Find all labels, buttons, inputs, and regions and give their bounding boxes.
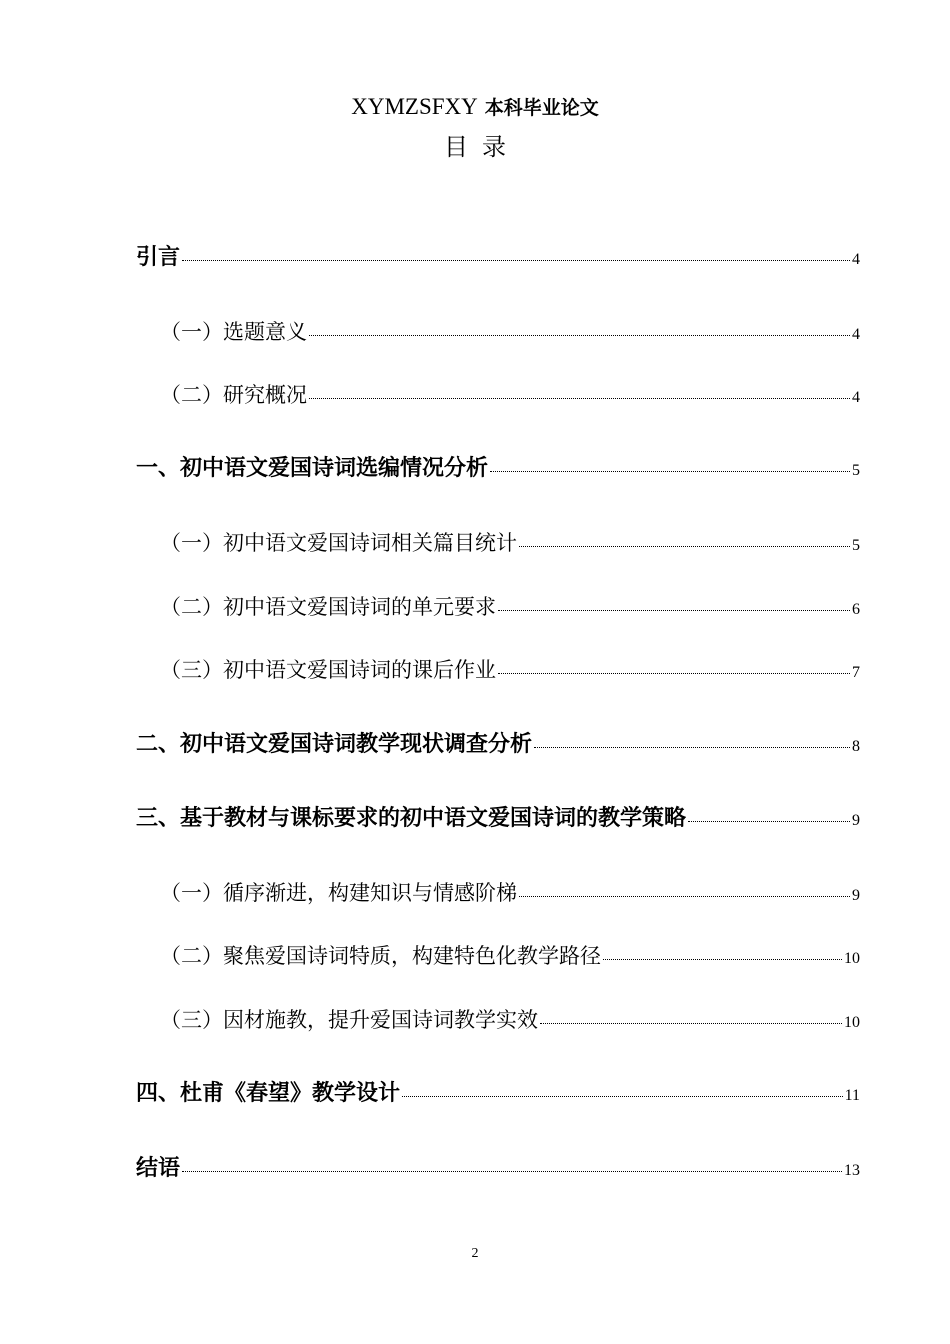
toc-entry[interactable]: [160, 876, 860, 910]
toc-entry-label: 二、初中语文爱国诗词教学现状调查分析: [136, 732, 533, 757]
toc-entry-label: （三）因材施教，提升爱国诗词教学实效: [160, 1008, 538, 1032]
dot-leader: [182, 1171, 842, 1172]
toc-entry-label: 三、基于教材与课标要求的初中语文爱国诗词的教学策略: [136, 806, 687, 831]
toc-entry-page: 10: [844, 950, 860, 967]
toc-entry-label: （二）聚焦爱国诗词特质，构建特色化教学路径: [160, 944, 601, 968]
dot-leader: [519, 896, 850, 897]
toc-entry-page: 9: [852, 887, 860, 904]
page-number: 2: [471, 1246, 479, 1261]
toc-entry-page: 4: [852, 389, 860, 406]
document-header: [0, 92, 950, 123]
toc-entry[interactable]: [160, 378, 860, 412]
dot-leader: [498, 673, 850, 674]
toc-entry-label: （一）初中语文爱国诗词相关篇目统计: [160, 531, 517, 555]
toc-entry-page: 5: [852, 462, 860, 479]
toc-entry-page: 8: [852, 738, 860, 755]
toc-entry-page: 4: [852, 251, 860, 268]
dot-leader: [309, 398, 850, 399]
dot-leader: [519, 546, 850, 547]
toc-entry[interactable]: [160, 653, 860, 687]
toc-entry-page: 10: [844, 1014, 860, 1031]
toc-entry[interactable]: [136, 728, 860, 762]
toc-entry[interactable]: [136, 241, 860, 275]
toc-entry-label: （二）研究概况: [160, 383, 307, 407]
dot-leader: [309, 335, 850, 336]
toc-entry-page: 5: [852, 537, 860, 554]
toc-entry-page: 6: [852, 601, 860, 618]
header-title-cjk: 本科毕业论文: [484, 97, 599, 119]
toc-entry[interactable]: [136, 1077, 860, 1111]
toc-entry-page: 13: [844, 1162, 860, 1179]
toc-entry[interactable]: [136, 452, 860, 486]
toc-entry[interactable]: [160, 1003, 860, 1037]
toc-entry-label: 引言: [136, 245, 181, 270]
toc-entry-page: 4: [852, 326, 860, 343]
toc-entry[interactable]: [136, 1152, 860, 1186]
toc-entry-label: （一）循序渐进，构建知识与情感阶梯: [160, 881, 517, 905]
toc-entry-label: 一、初中语文爱国诗词选编情况分析: [136, 456, 489, 481]
toc-entry[interactable]: [136, 802, 860, 836]
dot-leader: [603, 959, 842, 960]
toc-entry[interactable]: [160, 939, 860, 973]
dot-leader: [498, 610, 850, 611]
dot-leader: [540, 1023, 842, 1024]
toc-entry-label: （二）初中语文爱国诗词的单元要求: [160, 595, 496, 619]
toc-heading: 目录: [444, 133, 520, 161]
toc-entry[interactable]: [160, 590, 860, 624]
dot-leader: [534, 747, 850, 748]
toc-entry-label: （三）初中语文爱国诗词的课后作业: [160, 658, 496, 682]
toc-entry-label: 四、杜甫《春望》教学设计: [136, 1081, 401, 1106]
dot-leader: [402, 1096, 843, 1097]
toc-entry-page: 9: [852, 812, 860, 829]
toc-entry[interactable]: [160, 315, 860, 349]
toc-entry[interactable]: [160, 526, 860, 560]
dot-leader: [688, 821, 850, 822]
toc-entry-page: 11: [844, 1087, 860, 1104]
dot-leader: [490, 471, 850, 472]
toc-entry-page: 7: [852, 664, 860, 681]
toc-entry-label: （一）选题意义: [160, 320, 307, 344]
header-title-latin: XYMZSFXY: [351, 94, 478, 119]
dot-leader: [182, 260, 850, 261]
toc-entry-label: 结语: [136, 1156, 181, 1181]
